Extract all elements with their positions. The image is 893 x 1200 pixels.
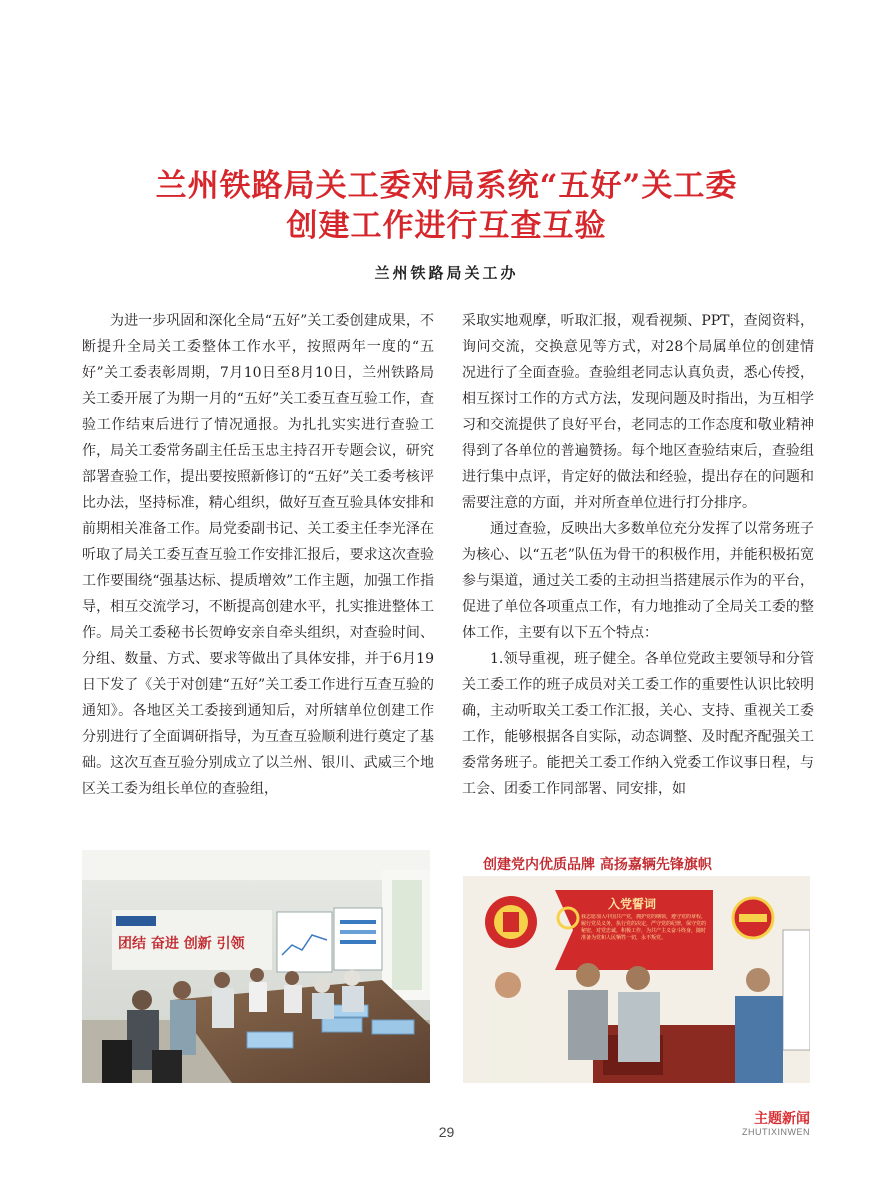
page-number: 29	[438, 1124, 455, 1140]
left-paragraph-1: 为进一步巩固和深化全局“五好”关工委创建成果，不断提升全局关工委整体工作水平，按照两年一度的“五好”关工委表彰周期，7月10日至8月10日，兰州铁路局关工委开展了为期一月的“五好”关工委互查互验工作，查验工作结束后进行了情况通报。为扎扎实实进行查验工作，局关工委常务副主任岳玉忠主持召开专题会议，研究部署查验工作，提出要按照新修订的“五好”关工委考核评比办法，坚持标准，精心组织，做好互查互验具体安排和前期相关准备工作。局党委副书记、关工委主任李光泽在听取了局关工委互查互验工作安排汇报后，要求这次查验工作要围绕“强基达标、提质增效”工作主题，加强工作指导，相互交流学习，不断提高创建水平，扎实推进整体工作。局关工委秘书长贺峥安亲自牵头组织，对查验时间、分组、数量、方式、要求等做出了具体安排，并于6月19日下发了《关于对创建“五好”关工委工作进行互查互验的通知》。各地区关工委接到通知后，对所辖单位创建工作分别进行了全面调研指导，为互查互验顺利进行奠定了基础。这次互查互验分别成立了以兰州、银川、武威三个地区关工委为组长单位的查验组，	[82, 313, 434, 797]
party-banner-text: 创建党内优质品牌 高扬嘉辆先锋旗帜	[483, 857, 712, 873]
article-title-line-2: 创建工作进行互查互验	[286, 208, 607, 244]
meeting-room-photo	[82, 850, 430, 1083]
oath-body-text: 我志愿加入中国共产党，拥护党的纲领，遵守党的章程，履行党员义务，执行党的决定，严守党的纪律，保守党的秘密，对党忠诚，积极工作，为共产主义奋斗终身，随时准备为党和人民牺牲一切，永不叛党。	[581, 914, 706, 941]
section-title: 主题新闻	[754, 1110, 810, 1126]
oath-title: 入党誓词	[608, 897, 657, 911]
party-room-photo	[463, 850, 810, 1083]
article-byline: 兰州铁路局关工办	[374, 264, 519, 282]
right-text-column	[462, 308, 814, 802]
section-pinyin: ZHUTIXINWEN	[742, 1127, 810, 1137]
meeting-room-illustration	[82, 850, 430, 1083]
left-text-column	[82, 308, 434, 802]
right-paragraph-2: 通过查验，反映出大多数单位充分发挥了以常务班子为核心、以“五老”队伍为骨干的积极作用，并能积极拓宽参与渠道，通过关工委的主动担当搭建展示作为的平台，促进了单位各项重点工作，有力地推动了全局关工委的整体工作，主要有以下五个特点：	[462, 521, 814, 641]
party-room-illustration	[463, 850, 810, 1083]
article-title-line-1: 兰州铁路局关工委对局系统“五好”关工委	[155, 168, 738, 204]
right-paragraph-1: 采取实地观摩，听取汇报，观看视频、PPT，查阅资料，询问交流，交换意见等方式，对28个局属单位的创建情况进行了全面查验。查验组老同志认真负责，悉心传授，相互探讨工作的方式方法，发现问题及时指出，为互相学习和交流提供了良好平台，老同志的工作态度和敬业精神得到了各单位的普遍赞扬。每个地区查验结束后，查验组进行集中点评，肯定好的做法和经验，提出存在的问题和需要注意的方面，并对所查单位进行打分排序。	[462, 313, 814, 511]
right-paragraph-3: 1.领导重视，班子健全。各单位党政主要领导和分管关工委工作的班子成员对关工委工作的重要性认识比较明确，主动听取关工委工作汇报，关心、支持、重视关工委工作，能够根据各自实际，动态调整、及时配齐配强关工委常务班子。能把关工委工作纳入党委工作议事日程，与工会、团委工作同部署、同安排，如	[462, 651, 814, 797]
meeting-banner-text: 团结 奋进 创新 引领	[118, 936, 245, 952]
